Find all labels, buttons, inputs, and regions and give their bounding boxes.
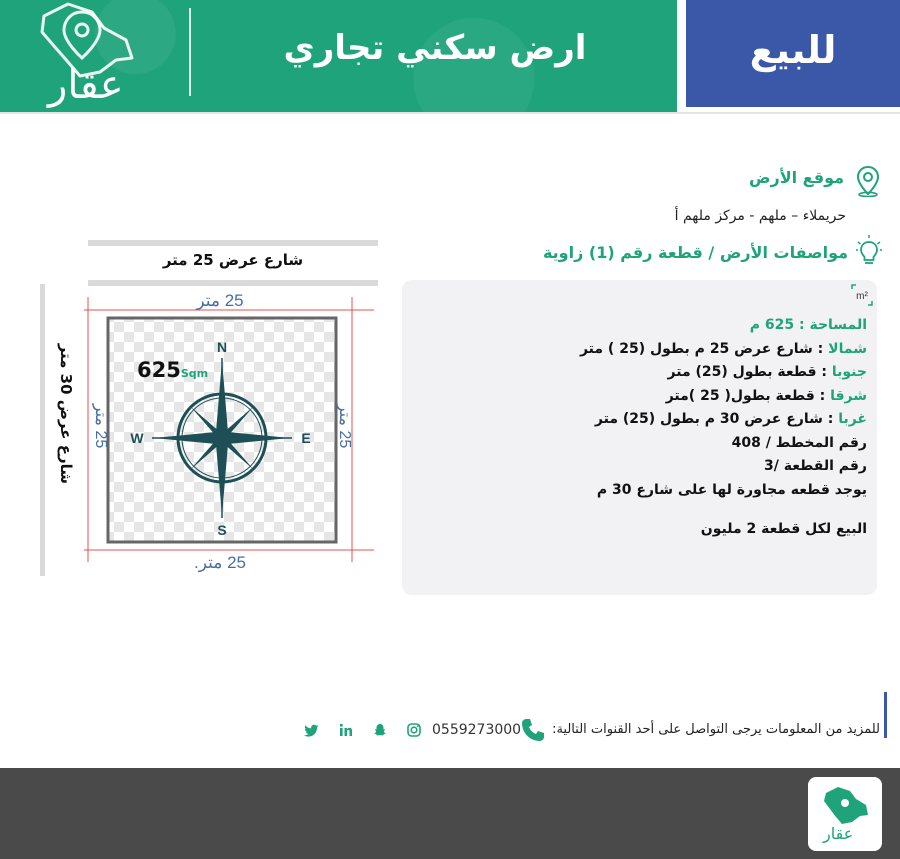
plot-drawing [84,292,374,577]
m2-icon-label: m² [856,291,868,302]
spec-price: البيع لكل قطعة 2 مليون [700,521,867,537]
location-heading: موقع الأرض [748,168,844,187]
contact-accent-bar [884,692,887,738]
page-title: ارض سكني تجاري [283,28,587,68]
spec-plan-number: رقم المخطط / 408 [731,434,867,451]
linkedin-icon[interactable] [338,722,354,738]
spec-north-value: : شارع عرض 25 م بطول (25 ) متر [579,340,829,357]
location-text: حريملاء – ملهم - مركز ملهم أ [674,208,846,224]
plot-area-number: 625 [137,358,181,382]
for-sale-badge [686,0,900,107]
plot-diagram [40,240,385,580]
header-divider [189,8,191,96]
specs-list [407,314,867,542]
spec-west [407,408,867,432]
spec-area-label: المساحة : [794,317,867,333]
twitter-icon[interactable] [304,722,320,738]
street-left-edge [40,284,45,576]
dim-right-label: 25 متر [336,403,353,449]
street-left-label: شارع عرض 30 متر [57,343,75,484]
spec-south-value: : قطعة بطول (25) متر [667,364,832,380]
phone-number[interactable]: 0559273000 [432,722,522,738]
for-sale-label: للبيع [749,28,837,72]
compass-e-label: E [301,430,311,446]
dim-top-label: 25 متر [196,292,244,310]
spec-adjacent-note: يوجد قطعه مجاورة لها على شارع 30 م [596,481,867,498]
street-top-edge [88,240,378,246]
phone-icon[interactable] [519,716,547,744]
street-top-label: شارع عرض 25 متر [162,251,304,269]
dim-left-label: 25 متر [92,403,109,449]
compass-n-label: N [216,339,228,355]
map-pin-icon [855,165,881,197]
compass-s-label: S [217,522,227,538]
spec-area [407,314,867,338]
dim-bottom-label: 25 متر. [194,553,246,572]
spec-area-value: 625 م [749,317,795,333]
m2-icon [850,283,874,307]
spec-plot-number: رقم القطعة /3 [764,458,867,474]
contact-text: للمزيد من المعلومات يرجى التواصل على أحد القنوات التالية: [552,722,880,737]
header-banner [0,0,677,112]
lightbulb-icon [855,234,883,268]
plot-area-unit: Sqm [180,367,209,380]
street-top-edge-lower [88,280,378,286]
spec-west-label: غربا [838,411,867,427]
spec-east-value: : قطعة بطول( 25 )متر [665,387,831,404]
specs-heading: مواصفات الأرض / قطعة رقم (1) زاوية [542,243,848,262]
footer-logo-text: عقار [823,824,854,843]
spec-south-label: جنوبا [831,364,867,380]
spec-east-label: شرقا [830,387,867,404]
instagram-icon[interactable] [406,722,422,738]
spec-south [407,361,867,385]
spec-north-label: شمالا [828,340,867,357]
header-divider-line [0,112,900,114]
spec-east [407,385,867,409]
snapchat-icon[interactable] [372,722,388,738]
plot-area-label [137,358,208,382]
logo-text: عقار [48,62,124,108]
spec-north [407,338,867,362]
spec-west-value: : شارع عرض 30 م بطول (25) متر [594,411,839,427]
footer [0,768,900,859]
compass-w-label: W [130,430,144,446]
